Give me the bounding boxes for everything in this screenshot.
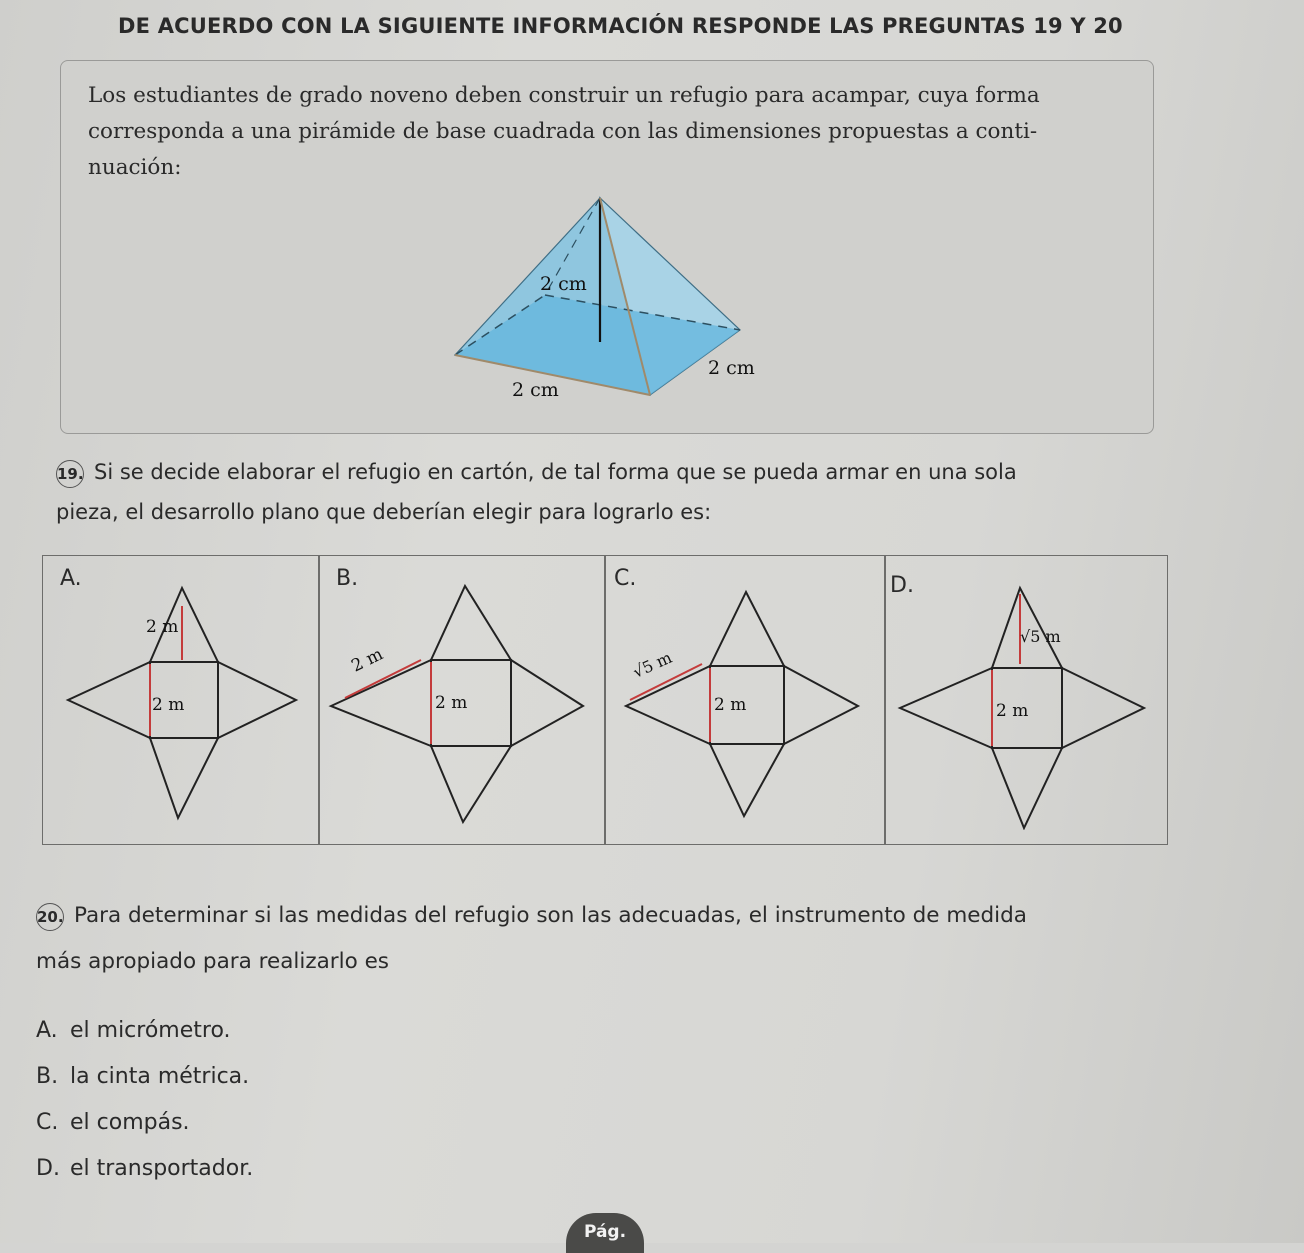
net-b-right-triangle bbox=[511, 660, 583, 746]
options-divider-1 bbox=[318, 555, 320, 845]
question-19-line-1: Si se decide elaborar el refugio en cartón, de tal forma que se pueda armar en una sola bbox=[94, 460, 1017, 484]
option-a-letter: A. bbox=[60, 566, 82, 591]
net-c-triangle-label: √5 m bbox=[629, 647, 675, 682]
answer-option-c[interactable] bbox=[36, 1100, 253, 1146]
answer-option-b[interactable] bbox=[36, 1054, 253, 1100]
option-d-net[interactable] bbox=[892, 580, 1154, 830]
context-line-1: Los estudiantes de grado noveno deben construir un refugio para acampar, cuya forma bbox=[88, 83, 1040, 108]
net-d-left-triangle bbox=[900, 668, 992, 748]
net-b-square-label: 2 m bbox=[435, 693, 468, 713]
answer-d-text: el transportador. bbox=[70, 1156, 254, 1181]
page-number-tab: Pág. bbox=[566, 1213, 644, 1253]
net-c-square-label: 2 m bbox=[714, 695, 747, 715]
section-heading: DE ACUERDO CON LA SIGUIENTE INFORMACIÓN RESPONDE LAS PREGUNTAS 19 Y 20 bbox=[118, 14, 1123, 38]
net-b-left-triangle bbox=[331, 660, 431, 746]
net-b-bottom-triangle bbox=[431, 746, 511, 822]
option-b-letter: B. bbox=[336, 566, 359, 591]
net-c-bottom-triangle bbox=[710, 744, 784, 816]
net-c-right-triangle bbox=[784, 666, 858, 744]
option-c-net[interactable] bbox=[614, 580, 876, 830]
net-c-top-triangle bbox=[710, 592, 784, 666]
answer-b-text: la cinta métrica. bbox=[70, 1064, 250, 1089]
question-19 bbox=[56, 452, 1266, 532]
net-d-triangle-label: √5 m bbox=[1020, 627, 1061, 646]
context-text bbox=[88, 78, 1138, 186]
option-c-letter: C. bbox=[614, 566, 637, 591]
answer-a-letter: A. bbox=[36, 1018, 58, 1043]
answer-option-d[interactable] bbox=[36, 1146, 253, 1192]
answer-d-letter: D. bbox=[36, 1156, 60, 1181]
answer-option-a[interactable] bbox=[36, 1008, 253, 1054]
option-d-letter: D. bbox=[890, 573, 914, 598]
net-d-right-triangle bbox=[1062, 668, 1144, 748]
options-divider-3 bbox=[884, 555, 886, 845]
pyramid-height-label: 2 cm bbox=[540, 273, 587, 295]
net-a-left-triangle bbox=[68, 662, 150, 738]
question-19-line-2: pieza, el desarrollo plano que deberían elegir para lograrlo es: bbox=[56, 500, 712, 524]
pyramid-side-front-label: 2 cm bbox=[512, 379, 559, 401]
net-b-triangle-label: 2 m bbox=[348, 644, 387, 677]
question-20-number: 20. bbox=[36, 903, 64, 931]
net-a-right-triangle bbox=[218, 662, 296, 738]
net-a-triangle-label: 2 m bbox=[146, 617, 179, 637]
question-20-line-1: Para determinar si las medidas del refugio son las adecuadas, el instrumento de medida bbox=[74, 903, 1027, 928]
answer-c-text: el compás. bbox=[70, 1110, 190, 1135]
answer-b-letter: B. bbox=[36, 1064, 59, 1089]
question-20 bbox=[36, 893, 1266, 985]
option-a-net[interactable] bbox=[60, 580, 310, 830]
context-line-2: corresponda a una pirámide de base cuadrada con las dimensiones propuestas a conti- bbox=[88, 119, 1038, 144]
answer-a-text: el micrómetro. bbox=[70, 1018, 231, 1043]
net-d-bottom-triangle bbox=[992, 748, 1062, 828]
net-a-bottom-triangle bbox=[150, 738, 218, 818]
pyramid-side-right-label: 2 cm bbox=[708, 357, 755, 379]
question-20-line-2: más apropiado para realizarlo es bbox=[36, 949, 390, 974]
pyramid-figure bbox=[440, 190, 780, 410]
net-d-square-label: 2 m bbox=[996, 701, 1029, 721]
net-b-top-triangle bbox=[431, 586, 511, 660]
question-19-number: 19. bbox=[56, 460, 84, 488]
answer-c-letter: C. bbox=[36, 1110, 59, 1135]
option-b-net[interactable] bbox=[325, 580, 595, 830]
options-divider-2 bbox=[604, 555, 606, 845]
answers-20-list bbox=[36, 1008, 253, 1192]
net-a-square-label: 2 m bbox=[152, 695, 185, 715]
context-line-3: nuación: bbox=[88, 155, 182, 180]
